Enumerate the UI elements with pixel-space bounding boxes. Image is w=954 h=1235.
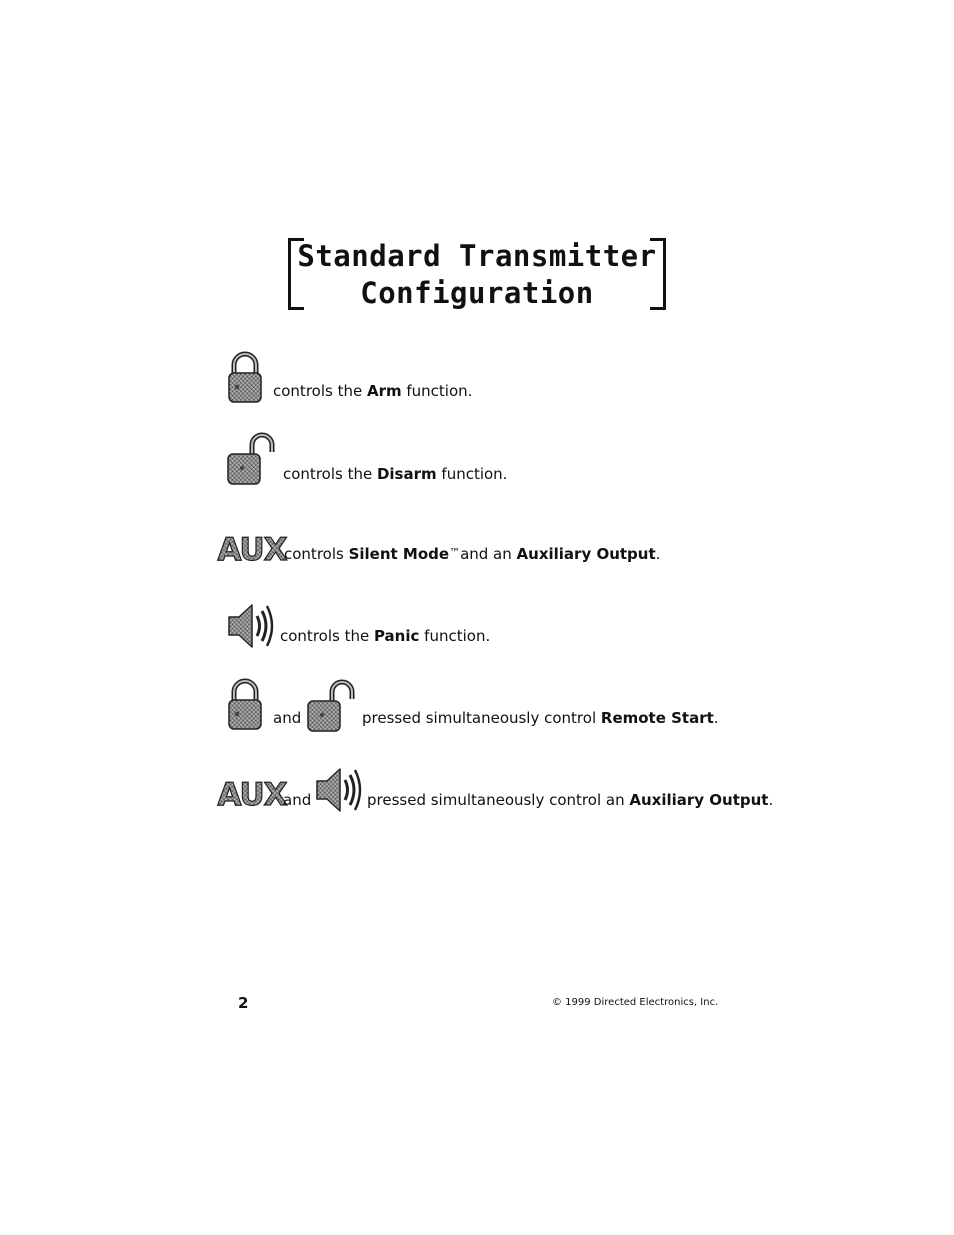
copyright: © 1999 Directed Electronics, Inc. <box>552 997 719 1008</box>
row-panic-text: controls the Panic function. <box>280 627 491 645</box>
row-aux-text: controls Silent Mode™and an Auxiliary Output. <box>284 545 661 563</box>
page-title-line-2: Configuration <box>360 276 594 310</box>
and-label: and <box>283 791 312 809</box>
row-arm-text: controls the Arm function. <box>273 382 473 400</box>
page-title <box>288 238 666 312</box>
speaker-icon <box>226 602 272 650</box>
svg-text:AUX: AUX <box>217 777 287 813</box>
page-title-line-1: Standard Transmitter <box>297 239 657 273</box>
lock-icon <box>226 679 264 731</box>
row-aux-output-text: pressed simultaneously control an Auxiliary Output. <box>367 791 774 809</box>
svg-text:AUX: AUX <box>217 532 287 568</box>
aux-icon <box>217 532 287 568</box>
page-number: 2 <box>238 994 249 1012</box>
unlock-icon <box>226 432 276 486</box>
row-remote-start-text: pressed simultaneously control Remote Start. <box>362 709 719 727</box>
unlock-icon <box>306 679 356 733</box>
speaker-icon <box>314 766 360 814</box>
title-frame <box>288 238 666 310</box>
lock-icon <box>226 352 264 404</box>
and-label: and <box>273 709 302 727</box>
aux-icon <box>217 777 287 813</box>
row-disarm-text: controls the Disarm function. <box>283 465 508 483</box>
